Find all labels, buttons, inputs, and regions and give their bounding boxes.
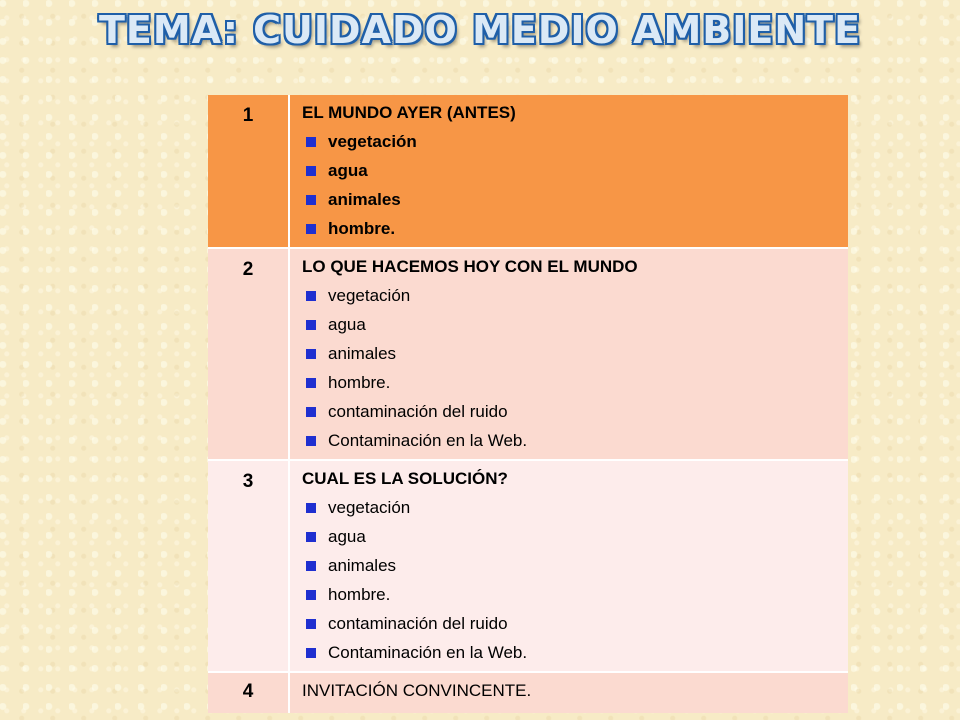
table-row [208,673,848,713]
list-item-label: hombre. [328,584,391,604]
list-item [302,493,838,522]
topic-table [208,95,848,713]
table-row [208,95,848,249]
list-item [302,127,838,156]
list-item-label: hombre. [328,218,396,238]
list-item [302,580,838,609]
square-bullet-icon [306,648,316,658]
square-bullet-icon [306,291,316,301]
list-item-label: contaminación del ruido [328,613,508,633]
square-bullet-icon [306,532,316,542]
square-bullet-icon [306,349,316,359]
row-content [290,249,848,459]
square-bullet-icon [306,436,316,446]
table-row [208,461,848,673]
list-item [302,185,838,214]
list-item [302,368,838,397]
list-item-label: vegetación [328,131,417,151]
bullet-list [302,493,838,667]
row-number: 2 [208,249,290,459]
list-item [302,522,838,551]
list-item-label: animales [328,189,401,209]
list-item [302,426,838,455]
list-item [302,214,838,243]
row-heading: EL MUNDO AYER (ANTES) [302,103,516,122]
list-item-label: agua [328,314,366,334]
square-bullet-icon [306,137,316,147]
list-item-label: animales [328,343,397,363]
square-bullet-icon [306,166,316,176]
square-bullet-icon [306,378,316,388]
list-item [302,397,838,426]
square-bullet-icon [306,590,316,600]
list-item-label: agua [328,160,368,180]
square-bullet-icon [306,195,316,205]
bullet-list [302,127,838,243]
list-item-label: hombre. [328,372,391,392]
square-bullet-icon [306,561,316,571]
list-item [302,609,838,638]
row-heading: CUAL ES LA SOLUCIÓN? [302,469,508,488]
list-item-label: Contaminación en la Web. [328,642,528,662]
row-content [290,95,848,247]
list-item [302,551,838,580]
list-item [302,339,838,368]
row-number: 4 [208,673,290,713]
square-bullet-icon [306,503,316,513]
list-item-label: agua [328,526,366,546]
list-item-label: animales [328,555,397,575]
square-bullet-icon [306,619,316,629]
bullet-list [302,281,838,455]
slide-title: TEMA: CUIDADO MEDIO AMBIENTE [98,8,862,52]
square-bullet-icon [306,320,316,330]
row-content [290,461,848,671]
row-number: 3 [208,461,290,671]
list-item [302,281,838,310]
list-item-label: Contaminación en la Web. [328,430,528,450]
row-heading: LO QUE HACEMOS HOY CON EL MUNDO [302,257,638,276]
list-item [302,638,838,667]
row-number: 1 [208,95,290,247]
table-row [208,249,848,461]
row-heading: INVITACIÓN CONVINCENTE. [302,681,532,700]
square-bullet-icon [306,224,316,234]
square-bullet-icon [306,407,316,417]
list-item [302,310,838,339]
list-item-label: contaminación del ruido [328,401,508,421]
list-item-label: vegetación [328,497,411,517]
row-content [290,673,848,713]
list-item [302,156,838,185]
list-item-label: vegetación [328,285,411,305]
